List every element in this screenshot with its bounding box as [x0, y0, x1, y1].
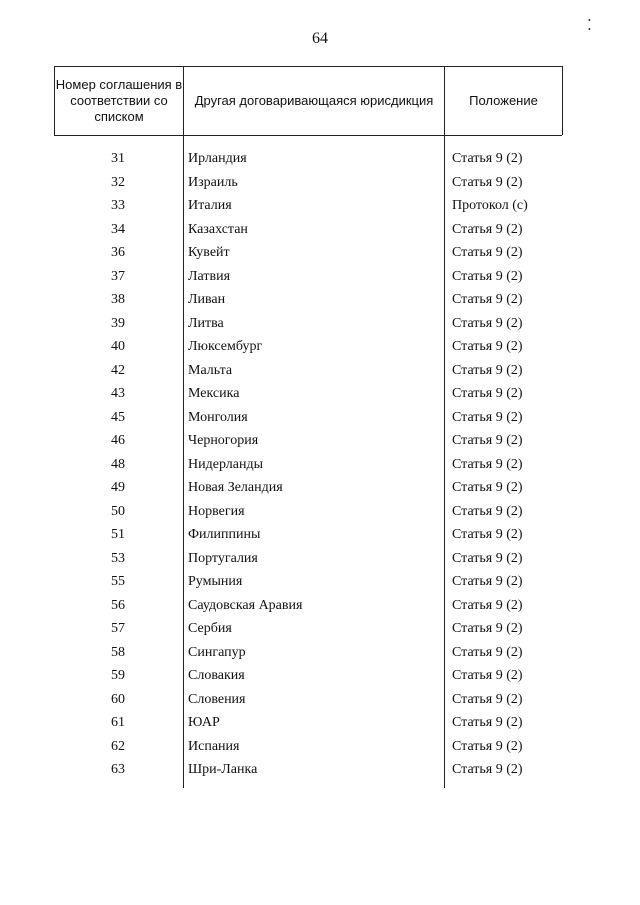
row-number: 43 — [111, 386, 125, 401]
table-header-rule — [54, 135, 562, 136]
row-number: 42 — [111, 362, 125, 378]
row-number: 33 — [111, 198, 125, 213]
row-provision: Статья 9 (2) — [452, 362, 523, 378]
row-provision: Статья 9 (2) — [452, 503, 523, 519]
row-jurisdiction: Италия — [188, 198, 232, 213]
row-jurisdiction: Ирландия — [188, 151, 247, 166]
row-jurisdiction: Кувейт — [188, 245, 230, 260]
table-row — [54, 668, 562, 692]
row-provision: Статья 9 (2) — [452, 691, 523, 707]
row-provision: Статья 9 (2) — [452, 174, 523, 190]
row-provision: Статья 9 (2) — [452, 715, 523, 730]
row-number: 57 — [111, 621, 125, 636]
row-number: 51 — [111, 527, 125, 542]
row-provision: Статья 9 (2) — [452, 221, 523, 237]
row-provision: Статья 9 (2) — [452, 480, 523, 495]
table-row — [54, 551, 562, 575]
row-number: 37 — [111, 268, 125, 284]
row-provision: Статья 9 (2) — [452, 644, 523, 660]
row-jurisdiction: Шри-Ланка — [188, 762, 258, 777]
row-jurisdiction: Литва — [188, 315, 224, 331]
table-row — [54, 621, 562, 645]
row-number: 61 — [111, 715, 125, 730]
row-provision: Статья 9 (2) — [452, 668, 523, 683]
table-row — [54, 245, 562, 269]
row-jurisdiction: Черногория — [188, 433, 259, 448]
table-row — [54, 316, 562, 340]
table-row — [54, 574, 562, 598]
row-jurisdiction: Сербия — [188, 621, 232, 636]
header-jurisdiction: Другая договаривающаяся юрисдикция — [194, 92, 434, 108]
row-provision: Статья 9 (2) — [452, 292, 523, 307]
row-provision: Статья 9 (2) — [452, 597, 523, 613]
table-row — [54, 339, 562, 363]
header-provision: Положение — [469, 92, 538, 108]
row-jurisdiction: Ливан — [188, 292, 226, 307]
table-row — [54, 386, 562, 410]
row-provision: Статья 9 (2) — [452, 762, 523, 777]
table-row — [54, 692, 562, 716]
row-jurisdiction: ЮАР — [188, 715, 220, 730]
row-provision: Статья 9 (2) — [452, 456, 523, 472]
table-row — [54, 480, 562, 504]
row-jurisdiction: Латвия — [188, 268, 231, 284]
row-jurisdiction: Мексика — [188, 386, 240, 401]
row-jurisdiction: Румыния — [188, 574, 243, 589]
table-row — [54, 739, 562, 763]
row-number: 62 — [111, 738, 125, 754]
row-provision: Статья 9 (2) — [452, 527, 523, 542]
row-provision: Статья 9 (2) — [452, 268, 523, 284]
row-provision: Статья 9 (2) — [452, 738, 523, 754]
row-number: 34 — [111, 221, 125, 237]
table-row — [54, 222, 562, 246]
row-jurisdiction: Испания — [188, 738, 240, 754]
scan-dots: • • — [588, 16, 609, 34]
table-row — [54, 715, 562, 739]
row-number: 36 — [111, 245, 125, 260]
row-number: 56 — [111, 597, 125, 613]
row-provision: Статья 9 (2) — [452, 433, 523, 448]
row-jurisdiction: Словения — [188, 691, 246, 707]
row-provision: Статья 9 (2) — [452, 245, 523, 260]
table-row — [54, 762, 562, 786]
row-number: 50 — [111, 503, 125, 519]
page-number: 64 — [312, 30, 328, 47]
table-row — [54, 151, 562, 175]
row-jurisdiction: Мальта — [188, 362, 233, 378]
row-jurisdiction: Сингапур — [188, 644, 246, 660]
row-provision: Статья 9 (2) — [452, 339, 523, 354]
row-number: 32 — [111, 174, 125, 190]
row-number: 31 — [111, 151, 125, 166]
table-body — [54, 151, 562, 786]
table-row — [54, 598, 562, 622]
row-number: 48 — [111, 456, 125, 472]
row-number: 38 — [111, 292, 125, 307]
row-jurisdiction: Португалия — [188, 550, 258, 566]
row-provision: Статья 9 (2) — [452, 574, 523, 589]
header-agreement-number: Номер соглашения в соответствии со списком — [55, 76, 183, 124]
row-number: 46 — [111, 433, 125, 448]
row-number: 40 — [111, 339, 125, 354]
row-number: 55 — [111, 574, 125, 589]
row-provision: Статья 9 (2) — [452, 621, 523, 636]
row-jurisdiction: Словакия — [188, 668, 245, 683]
table-border-right — [562, 66, 563, 135]
row-jurisdiction: Новая Зеландия — [188, 480, 283, 495]
row-provision: Статья 9 (2) — [452, 386, 523, 401]
row-jurisdiction: Нидерланды — [188, 456, 263, 472]
row-number: 58 — [111, 644, 125, 660]
row-provision: Статья 9 (2) — [452, 151, 523, 166]
table-row — [54, 269, 562, 293]
row-provision: Статья 9 (2) — [452, 550, 523, 566]
row-jurisdiction: Саудовская Аравия — [188, 597, 303, 613]
row-jurisdiction: Филиппины — [188, 527, 261, 542]
table-row — [54, 645, 562, 669]
table-row — [54, 198, 562, 222]
table-row — [54, 504, 562, 528]
table-row — [54, 457, 562, 481]
row-jurisdiction: Монголия — [188, 409, 248, 425]
row-jurisdiction: Норвегия — [188, 503, 245, 519]
table-row — [54, 175, 562, 199]
row-number: 49 — [111, 480, 125, 495]
table-row — [54, 433, 562, 457]
table-row — [54, 363, 562, 387]
row-provision: Статья 9 (2) — [452, 315, 523, 331]
row-jurisdiction: Израиль — [188, 174, 238, 190]
table-row — [54, 410, 562, 434]
row-provision: Статья 9 (2) — [452, 409, 523, 425]
row-provision: Протокол (с) — [452, 198, 528, 213]
row-number: 60 — [111, 691, 125, 707]
row-number: 59 — [111, 668, 125, 683]
row-number: 45 — [111, 409, 125, 425]
row-jurisdiction: Люксембург — [188, 339, 263, 354]
row-number: 63 — [111, 762, 125, 777]
row-number: 53 — [111, 550, 125, 566]
table-row — [54, 527, 562, 551]
table-row — [54, 292, 562, 316]
row-jurisdiction: Казахстан — [188, 221, 248, 237]
row-number: 39 — [111, 315, 125, 331]
